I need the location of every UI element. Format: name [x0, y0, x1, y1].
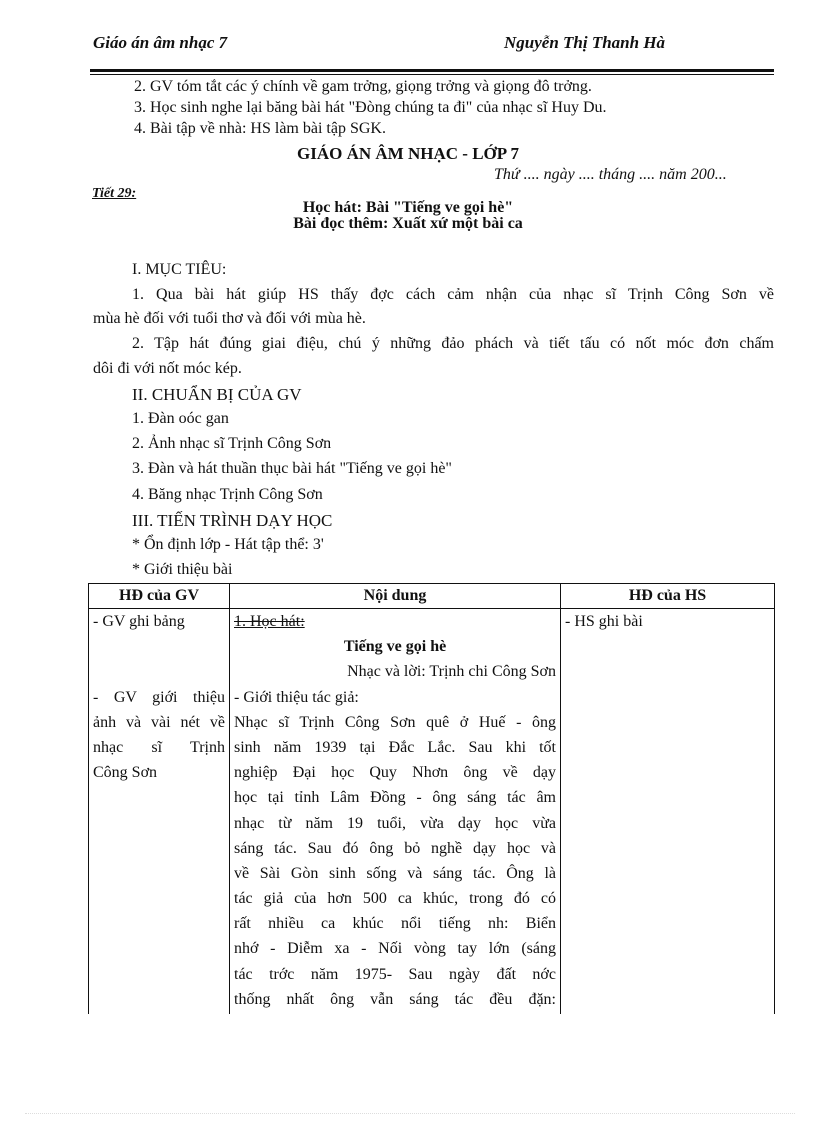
procedure-item: * Ổn định lớp - Hát tập thể: 3' — [132, 536, 324, 553]
section1-item2-line2: dôi đi với nốt móc kép. — [93, 360, 242, 377]
cell-gv — [89, 609, 230, 1015]
content-line: Nhạc sĩ Trịnh Công Sơn quê ở Huế - ông — [234, 713, 556, 731]
content-line: thống nhất ông vẫn sáng tác đều đặn: — [234, 990, 556, 1008]
gv-line: - GV ghi bảng — [93, 613, 185, 630]
content-line: nghiệp Đại học Quy Nhơn ông về dạy — [234, 764, 556, 782]
gv-line: Công Sơn — [93, 764, 158, 782]
song-credit: Nhạc và lời: Trịnh chi Công Sơn — [347, 663, 556, 681]
content-line: nhạc từ năm 19 tuổi, vừa dạy học vừa — [234, 814, 556, 832]
content-line: học tại tỉnh Lâm Đồng - ông sáng tác âm — [234, 789, 556, 807]
prep-item: 3. Đàn và hát thuần thục bài hát "Tiếng ve gọi hè" — [132, 460, 452, 477]
prep-item: 2. Ảnh nhạc sĩ Trịnh Công Sơn — [132, 435, 332, 452]
intro-line: 3. Học sinh nghe lại băng bài hát "Đòng chúng ta đi" của nhạc sĩ Huy Du. — [134, 99, 607, 116]
lesson-table — [88, 583, 775, 1014]
content-heading: 1. Học hát: — [234, 613, 305, 630]
section3-heading: III. TIẾN TRÌNH DẠY HỌC — [132, 511, 333, 530]
prep-item: 1. Đàn oóc gan — [132, 410, 229, 427]
section2-heading: II. CHUẨN BỊ CỦA GV — [132, 385, 302, 404]
lesson-title-2: Bài đọc thêm: Xuất xứ một bài ca — [293, 215, 523, 232]
cell-content — [230, 609, 561, 1015]
cell-hs — [561, 609, 775, 1015]
content-line: sinh năm 1939 tại Đắc Lắc. Sau khi tốt — [234, 738, 556, 756]
content-line: - Giới thiệu tác giả: — [234, 688, 359, 706]
page-edge-dots — [25, 1113, 795, 1114]
lesson-title-1: Học hát: Bài "Tiếng ve gọi hè" — [302, 199, 514, 216]
col-header-gv: HĐ của GV — [89, 584, 230, 609]
procedure-item: * Giới thiệu bài — [132, 561, 233, 578]
prep-item: 4. Băng nhạc Trịnh Công Sơn — [132, 486, 323, 503]
section1-item2-line1: 2. Tập hát đúng giai điệu, chú ý những đảo phách và tiết tấu có nốt móc đơn chấm — [132, 335, 774, 352]
content-line: tác trớc năm 1975- Sau ngày đất nớc — [234, 965, 556, 983]
gv-line — [93, 659, 225, 684]
hs-line: - HS ghi bài — [565, 613, 643, 630]
gv-line: - GV giới thiệu — [93, 688, 225, 706]
content-line: tác giả của hơn 500 ca khúc, trong đó có — [234, 890, 556, 908]
date-line: Thứ .... ngày .... tháng .... năm 200... — [494, 166, 727, 183]
intro-line: 2. GV tóm tắt các ý chính về gam trởng, giọng trởng và giọng đô trởng. — [134, 78, 592, 95]
header-rule-thin — [90, 74, 774, 75]
gv-line: nhạc sĩ Trịnh — [93, 738, 225, 756]
header-right: Nguyễn Thị Thanh Hà — [504, 33, 666, 52]
header-left: Giáo án âm nhạc 7 — [93, 33, 228, 52]
gv-line — [93, 634, 225, 659]
section1-item1-line1: 1. Qua bài hát giúp HS thấy đợc cách cảm nhận của nhạc sĩ Trịnh Công Sơn về — [132, 286, 774, 303]
section1-item1-line2: mùa hè đối với tuổi thơ và đối với mùa hè. — [93, 310, 366, 327]
content-line: về Sài Gòn sinh sống và sáng tác. Ông là — [234, 864, 556, 882]
section1-heading: I. MỤC TIÊU: — [132, 261, 227, 278]
page-title: GIÁO ÁN ÂM NHẠC - LỚP 7 — [297, 144, 519, 163]
lesson-number: Tiết 29: — [92, 186, 137, 201]
col-header-hs: HĐ của HS — [561, 584, 775, 609]
content-line: rất nhiều ca khúc nổi tiếng nh: Biển — [234, 915, 556, 933]
gv-line: ảnh và vài nét về — [93, 713, 225, 731]
content-line: sáng tác. Sau đó ông bỏ nghề dạy học và — [234, 839, 556, 857]
intro-line: 4. Bài tập về nhà: HS làm bài tập SGK. — [134, 120, 386, 137]
song-title: Tiếng ve gọi hè — [343, 638, 447, 656]
content-line: nhớ - Diễm xa - Nối vòng tay lớn (sáng — [234, 940, 556, 958]
col-header-content: Nội dung — [230, 584, 561, 609]
header-rule-thick — [90, 69, 774, 72]
